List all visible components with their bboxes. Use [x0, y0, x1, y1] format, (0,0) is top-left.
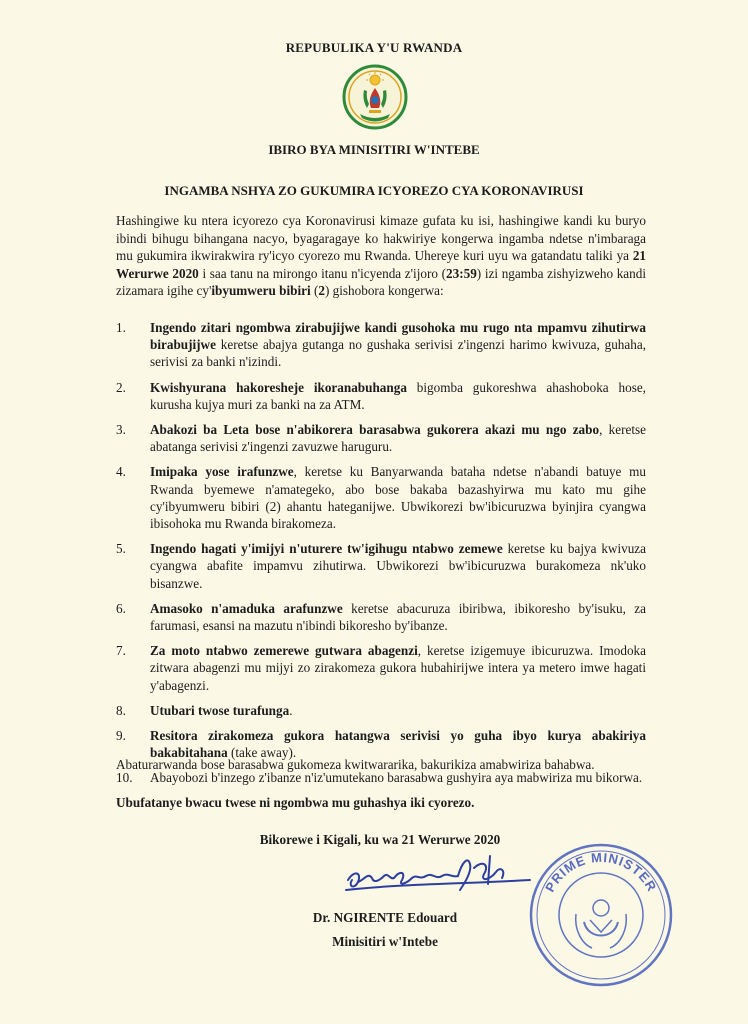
list-item-number: 5.	[116, 541, 126, 557]
list-item	[116, 421, 646, 455]
list-item	[116, 319, 646, 371]
office-heading: IBIRO BYA MINISITIRI W'INTEBE	[268, 142, 480, 157]
list-item-number: 3.	[116, 422, 126, 438]
republic-heading: REPUBULIKA Y'U RWANDA	[285, 40, 463, 55]
list-item-number: 1.	[116, 320, 126, 335]
official-stamp-icon	[526, 840, 676, 990]
list-item-text: Kwishyurana hakoresheje ikoranabuhanga bigomba gukoreshwa ahashoboka hose, kurusha kujya muri za banki na za ATM.	[150, 379, 646, 412]
list-item	[116, 600, 646, 634]
list-item-number: 8.	[116, 702, 126, 718]
list-item-text: Ingendo hagati y'imijyi n'uturere tw'igihugu ntabwo zemewe keretse ku bajya kwivuza cyangwa abafite impamvu zihutirwa. Ubwikorezi bw'ibicuruzwa burakomeza nk'uko bisanzwe.	[150, 541, 646, 591]
measures-list	[116, 319, 646, 795]
list-item-text: Utubari twose turafunga.	[150, 702, 293, 718]
list-item-text: Resitora zirakomeza gukora hatangwa serivisi yo guha ibyo kurya abakiriya bakabitahana (take away).	[150, 728, 646, 761]
signer-title: Minisitiri w'Intebe	[332, 934, 438, 949]
list-item	[116, 702, 646, 719]
handwritten-signature	[340, 850, 535, 905]
stamp-text: PRIME MINISTER	[542, 849, 660, 895]
list-item-number: 7.	[116, 643, 126, 659]
list-item-number: 9.	[116, 728, 126, 744]
list-item	[116, 642, 646, 694]
list-item-text: Imipaka yose irafunzwe, keretse ku Banyarwanda bataha ndetse n'abandi batuye mu Rwanda byemewe n'amategeko, abo bose bakaba bazashyirwa mu kato mu gihe cy'ibyumweru bibiri (2) ahantu hateganijwe. Ubwikorezi bw'ibicuruzwa byinjira cyangwa ibisohoka mu Rwanda birakomeza.	[150, 464, 646, 532]
intro-paragraph: Hashingiwe ku ntera icyorezo cya Koronavirusi kimaze gufata ku isi, hashingiwe kandi ku buryo ibindi bihugu bihangana nacyo, byagaragaye ko hakwiriye kongerwa ingamba ndetse n'imbaraga mu gukumira ikwirakwira ry'icyo cyorezo mu Rwanda. Uhereye kuri uyu wa gatandatu taliki ya 21 Werurwe 2020 i saa tanu na mirongo itanu n'icyenda z'ijoro (23:59) izi ngamba zishyizweho kandi zizamara igihe cy'ibyumweru bibiri (2) gishobora kongerwa:	[116, 213, 647, 299]
list-item-text: Za moto ntabwo zemerewe gutwara abagenzi, keretse izigemuye ibicuruzwa. Imodoka zitwara abagenzi mu mijyi zo zirakomeza gukora hubahirijwe intera ya metero imwe hagati y'abagenzi.	[150, 643, 646, 693]
list-item-text: Amasoko n'amaduka arafunzwe keretse abacuruza ibiribwa, ibikoresho by'isuku, za farumasi, esansi na mazutu n'ibindi bikoresho by'ibanze.	[150, 600, 647, 634]
svg-text:PRIME MINISTER	[542, 850, 660, 895]
list-item	[116, 379, 646, 413]
list-item	[116, 540, 646, 592]
rwanda-coat-of-arms-icon	[342, 64, 408, 130]
solidarity-statement: Ubufatanye bwacu twese ni ngombwa mu guhashya iki cyorezo.	[116, 795, 475, 810]
list-item-number: 10.	[116, 770, 133, 786]
signer-name: Dr. NGIRENTE Edouard	[312, 910, 458, 925]
list-item	[116, 463, 646, 532]
list-item-text: Ingendo zitari ngombwa zirabujijwe kandi gusohoka mu rugo nta mpamvu zihutirwa birabujijwe keretse abajya gutanga no gushaka serivisi z'ingenzi harimo kwivuza, guhaha, serivisi za banki n'izindi.	[150, 320, 646, 370]
list-item-text: Abayobozi b'inzego z'ibanze n'iz'umutekano barasabwa gushyira aya mabwiriza mu bikorwa.	[150, 770, 643, 786]
document-title: INGAMBA NSHYA ZO GUKUMIRA ICYOREZO CYA KORONAVIRUSI	[164, 183, 584, 198]
list-item-number: 6.	[116, 600, 126, 616]
list-item-text: Abakozi ba Leta bose n'abikorera barasabwa gukorera akazi mu ngo zabo, keretse abatanga serivisi z'ingenzi zavuzwe haruguru.	[150, 422, 647, 455]
list-item-number: 4.	[116, 464, 126, 480]
place-date: Bikorewe i Kigali, ku wa 21 Werurwe 2020	[259, 832, 501, 847]
closing-paragraph: Abaturarwanda bose barasabwa gukomeza kwitwararika, bakurikiza amabwiriza bahabwa.	[116, 757, 595, 772]
list-item-number: 2.	[116, 379, 126, 395]
